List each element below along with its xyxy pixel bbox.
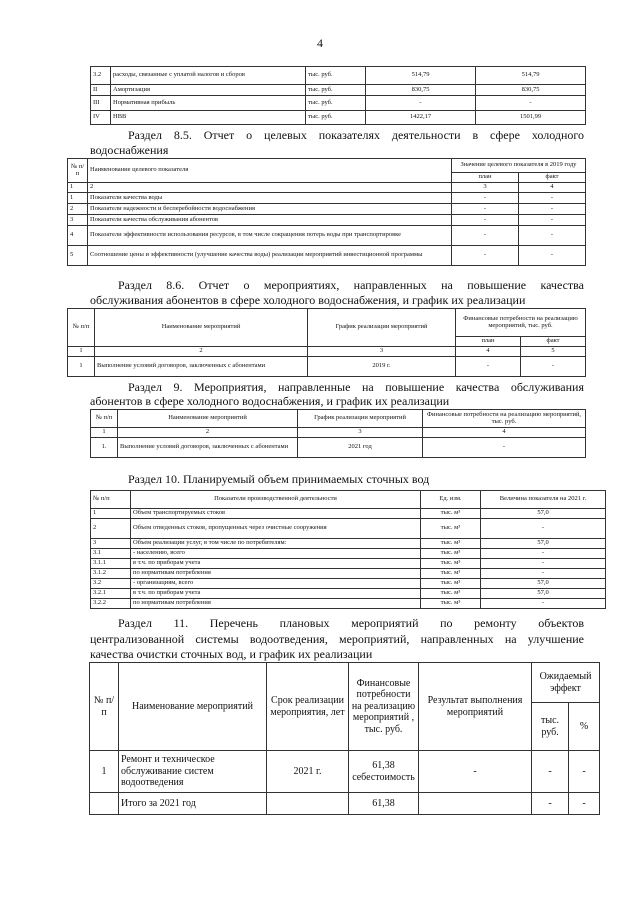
- section-9-title: Раздел 9. Мероприятия, направленные на повышение качества обслуживания: [128, 380, 584, 394]
- numbering-cell: 1: [91, 428, 118, 438]
- header-plan: план: [456, 337, 521, 347]
- cell: 4: [68, 226, 88, 246]
- header-name: Показатели производственной деятельности: [131, 491, 421, 509]
- cell: -: [366, 96, 476, 111]
- header-result: Результат выполнения мероприятий: [419, 663, 532, 751]
- cell: -: [452, 215, 519, 226]
- cell: -: [481, 549, 606, 559]
- cell: III: [91, 96, 111, 111]
- cell: -: [423, 438, 586, 458]
- cell: 61,38 себестоимость: [349, 751, 419, 793]
- table-row: [91, 599, 606, 609]
- cell: 3.2: [91, 579, 131, 589]
- table-row: [91, 509, 606, 519]
- header-unit: Ед. изм.: [421, 491, 481, 509]
- cell: расходы, связанные с уплатой налогов и сборов: [111, 67, 306, 85]
- cell: -: [452, 246, 519, 266]
- table-10: [90, 490, 606, 609]
- cell: 2021 год: [298, 438, 423, 458]
- cell: 2019 г.: [308, 357, 456, 377]
- header-name: Наименование целевого показателя: [88, 159, 452, 183]
- header-effect-pct: %: [569, 703, 600, 751]
- cell: тыс. м³: [421, 589, 481, 599]
- header-num: № п/п: [68, 309, 95, 347]
- cell: [267, 793, 349, 815]
- cell: 2021 г.: [267, 751, 349, 793]
- cell: 1: [90, 751, 119, 793]
- cell: Ремонт и техническое обслуживание систем водоотведения: [119, 751, 267, 793]
- cell: -: [569, 751, 600, 793]
- section-11-title: Раздел 11. Перечень плановых мероприятий по ремонту объектов: [118, 616, 584, 630]
- cell: 830,75: [366, 85, 476, 96]
- table-row: [91, 559, 606, 569]
- table-row: [91, 519, 606, 539]
- section-11-title-cont2: качества очистки сточных вод, и график их реализации: [90, 647, 373, 661]
- header-finance: Финансовые потребности на реализацию мероприятий , тыс. руб.: [349, 663, 419, 751]
- header-num: № п/п: [68, 159, 88, 183]
- numbering-cell: 1: [68, 347, 95, 357]
- numbering-cell: 4: [456, 347, 521, 357]
- table-row: [91, 85, 586, 96]
- numbering-cell: 5: [521, 347, 586, 357]
- cell: Объем отведенных стоков, пропущенных через очистные сооружения: [131, 519, 421, 539]
- table-11: [89, 662, 600, 815]
- table-8-6: [67, 308, 586, 377]
- cell: 2: [68, 204, 88, 215]
- table-row: [91, 589, 606, 599]
- table-row: [68, 357, 586, 377]
- cell: тыс. м³: [421, 569, 481, 579]
- cell: IV: [91, 111, 111, 125]
- numbering-cell: 3: [308, 347, 456, 357]
- header-value: Величина показателя на 2021 г.: [481, 491, 606, 509]
- cell: 3.2.1: [91, 589, 131, 599]
- header-schedule: График реализации мероприятий: [308, 309, 456, 347]
- cell: Амортизация: [111, 85, 306, 96]
- cell: тыс. м³: [421, 509, 481, 519]
- cell: 1422,17: [366, 111, 476, 125]
- section-11-title-cont: централизованной системы водоотведения, мероприятий, направленных на улучшение: [90, 632, 584, 646]
- section-8-6-title-cont: обслуживания абонентов в сфере холодного водоснабжения, и график их реализации: [90, 293, 526, 307]
- cell: 1.: [91, 438, 118, 458]
- cell: 3.1: [91, 549, 131, 559]
- cell: -: [519, 246, 586, 266]
- cell: 61,38: [349, 793, 419, 815]
- numbering-cell: 2: [88, 183, 452, 193]
- cell: -: [456, 357, 521, 377]
- cell: -: [519, 193, 586, 204]
- cell: 1: [91, 509, 131, 519]
- section-8-5-title: Раздел 8.5. Отчет о целевых показателях деятельности в сфере холодного: [128, 128, 584, 142]
- cell: -: [519, 215, 586, 226]
- cell: 1: [68, 193, 88, 204]
- cell: Нормативная прибыль: [111, 96, 306, 111]
- header-finance: Финансовые потребности на реализацию мероприятий, тыс. руб.: [456, 309, 586, 337]
- table-8-5: [67, 158, 586, 266]
- cell: тыс. м³: [421, 539, 481, 549]
- cell: тыс. руб.: [306, 96, 366, 111]
- header-fact: факт: [519, 173, 586, 183]
- section-10-title: Раздел 10. Планируемый объем принимаемых сточных вод: [128, 472, 430, 486]
- table-row: [91, 438, 586, 458]
- cell: Соотношение цены и эффективности (улучшение качества воды) реализации мероприятий инвестиционной программы: [88, 246, 452, 266]
- cell: 3.1.1: [91, 559, 131, 569]
- header-num: № п/п: [91, 410, 118, 428]
- numbering-cell: 4: [519, 183, 586, 193]
- cell: -: [519, 226, 586, 246]
- cell: -: [419, 751, 532, 793]
- table-row: [91, 549, 606, 559]
- cell: 3.1.2: [91, 569, 131, 579]
- section-8-5-title-cont: водоснабжения: [90, 143, 169, 157]
- cell: - организациям, всего: [131, 579, 421, 589]
- table-row: [91, 569, 606, 579]
- table-row: [91, 579, 606, 589]
- header-finance: Финансовые потребности на реализацию мероприятий, тыс. руб.: [423, 410, 586, 428]
- cell: Выполнение условий договоров, заключенных с абонентами: [95, 357, 308, 377]
- cell: 57,0: [481, 589, 606, 599]
- cell: 3: [68, 215, 88, 226]
- cell: 830,75: [476, 85, 586, 96]
- cell: -: [452, 193, 519, 204]
- cell: тыс. руб.: [306, 111, 366, 125]
- cell: -: [532, 793, 569, 815]
- page-number: 4: [317, 36, 323, 50]
- table-row: [68, 193, 586, 204]
- cell: -: [519, 204, 586, 215]
- cell: тыс. м³: [421, 559, 481, 569]
- header-name: Наименование мероприятий: [95, 309, 308, 347]
- cell: 514,79: [476, 67, 586, 85]
- header-value: Значение целевого показателя в 2019 году: [452, 159, 586, 173]
- cell: 57,0: [481, 509, 606, 519]
- table-9: [90, 409, 586, 458]
- section-9-title-cont: абонентов в сфере холодного водоснабжения, и график их реализации: [90, 394, 450, 408]
- cell: тыс. м³: [421, 549, 481, 559]
- header-plan: план: [452, 173, 519, 183]
- cell: 3.2.2: [91, 599, 131, 609]
- header-term: Срок реализации мероприятия, лет: [267, 663, 349, 751]
- header-effect: Ожидаемый эффект: [532, 663, 600, 703]
- table-row: [91, 111, 586, 125]
- table-row: [91, 96, 586, 111]
- numbering-cell: 4: [423, 428, 586, 438]
- numbering-cell: 3: [298, 428, 423, 438]
- cell: Показатели качества воды: [88, 193, 452, 204]
- cell: Показатели эффективности использования ресурсов, в том числе сокращения потерь воды при транспортировке: [88, 226, 452, 246]
- cell: -: [481, 559, 606, 569]
- cell: -: [569, 793, 600, 815]
- cell: тыс. руб.: [306, 85, 366, 96]
- table-row: [68, 215, 586, 226]
- cell: -: [452, 226, 519, 246]
- numbering-cell: 1: [68, 183, 88, 193]
- header-num: № п/п: [90, 663, 119, 751]
- cell: 2: [91, 519, 131, 539]
- table-row: [90, 751, 600, 793]
- cell: 5: [68, 246, 88, 266]
- cell: 514,79: [366, 67, 476, 85]
- cell: -: [521, 357, 586, 377]
- cell: в т.ч. по приборам учета: [131, 589, 421, 599]
- header-schedule: График реализации мероприятий: [298, 410, 423, 428]
- cell: -: [481, 519, 606, 539]
- header-num: № п/п: [91, 491, 131, 509]
- header-effect-unit: тыс. руб.: [532, 703, 569, 751]
- numbering-cell: 2: [118, 428, 298, 438]
- cell: 57,0: [481, 579, 606, 589]
- cell: [90, 793, 119, 815]
- table-row: [68, 246, 586, 266]
- cell: НВВ: [111, 111, 306, 125]
- cell: 1: [68, 357, 95, 377]
- cell: Показатели надежности и бесперебойности водоснабжения: [88, 204, 452, 215]
- cell: 3.2: [91, 67, 111, 85]
- cell: тыс. м³: [421, 599, 481, 609]
- cell: тыс. м³: [421, 519, 481, 539]
- cell: по нормативам потребления: [131, 599, 421, 609]
- section-8-6-title: Раздел 8.6. Отчет о мероприятиях, направленных на повышение качества: [118, 278, 584, 292]
- cell: тыс. м³: [421, 579, 481, 589]
- cell: II: [91, 85, 111, 96]
- cell: Итого за 2021 год: [119, 793, 267, 815]
- cell: в т.ч. по приборам учета: [131, 559, 421, 569]
- cell: -: [532, 751, 569, 793]
- cell: 57,0: [481, 539, 606, 549]
- numbering-cell: 2: [95, 347, 308, 357]
- header-fact: факт: [521, 337, 586, 347]
- cell: -: [476, 96, 586, 111]
- header-name: Наименование мероприятий: [119, 663, 267, 751]
- cell: -: [452, 204, 519, 215]
- cell: Выполнение условий договоров, заключенных с абонентами: [118, 438, 298, 458]
- cell: Показатели качества обслуживания абонентов: [88, 215, 452, 226]
- cell: по нормативам потребления: [131, 569, 421, 579]
- cell: -: [481, 569, 606, 579]
- cell: 3: [91, 539, 131, 549]
- table-top: [90, 66, 586, 125]
- table-row: [91, 539, 606, 549]
- table-row: [68, 226, 586, 246]
- table-row: [91, 67, 586, 85]
- cell: 1501,99: [476, 111, 586, 125]
- total-row: [90, 793, 600, 815]
- cell: Объем реализации услуг, в том числе по потребителям:: [131, 539, 421, 549]
- cell: Объем транспортируемых стоков: [131, 509, 421, 519]
- cell: [419, 793, 532, 815]
- cell: -: [481, 599, 606, 609]
- table-row: [68, 204, 586, 215]
- cell: - населению, всего: [131, 549, 421, 559]
- cell: тыс. руб.: [306, 67, 366, 85]
- numbering-cell: 3: [452, 183, 519, 193]
- header-name: Наименование мероприятий: [118, 410, 298, 428]
